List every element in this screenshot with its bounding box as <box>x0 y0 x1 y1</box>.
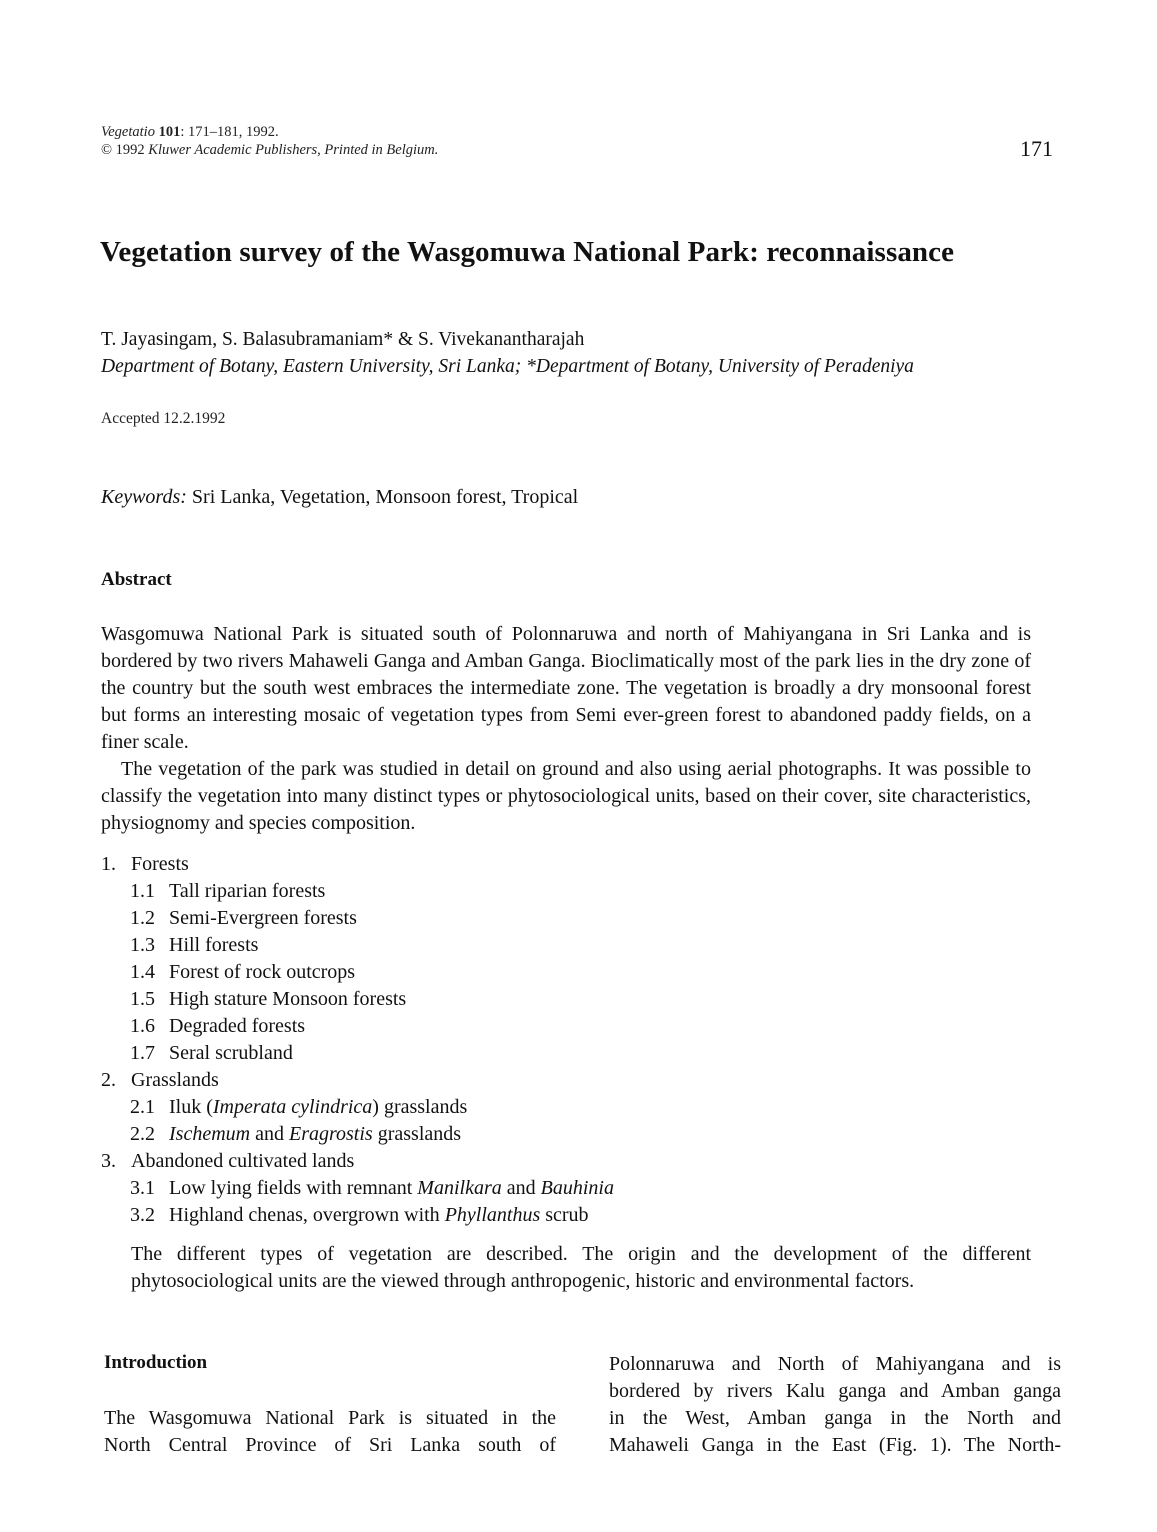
list-number: 1.5 <box>130 988 155 1010</box>
list-label: Semi-Evergreen forests <box>169 907 357 929</box>
list-label: ) grasslands <box>372 1096 468 1118</box>
list-label: grasslands <box>372 1123 462 1145</box>
list-item <box>101 959 614 986</box>
citation-line-1 <box>101 123 438 141</box>
abstract-conclusion: The different types of vegetation are described. The origin and the development of the different phytosociological units are the viewed through anthropogenic, historic and environmental factors. <box>131 1243 1031 1292</box>
list-number: 1.7 <box>130 1042 155 1064</box>
text-line: bordered by rivers Kalu ganga and Amban ganga <box>609 1380 1061 1402</box>
list-label: Seral scrubland <box>169 1042 293 1064</box>
list-label: Abandoned cultivated lands <box>131 1150 355 1172</box>
abstract-paragraph-2 <box>101 756 1031 837</box>
list-item <box>101 986 614 1013</box>
vegetation-list <box>101 851 614 1229</box>
introduction-right-column <box>609 1351 1061 1459</box>
text-line: Mahaweli Ganga in the East (Fig. 1). The North- <box>609 1434 1061 1456</box>
list-number: 2.2 <box>130 1123 155 1145</box>
list-number: 2.1 <box>130 1096 155 1118</box>
keywords <box>101 486 578 509</box>
publisher: Kluwer Academic Publishers, Printed in Belgium. <box>148 142 439 158</box>
text-line: The Wasgomuwa National Park is situated in the <box>104 1407 556 1429</box>
journal-volume: 101 <box>158 124 181 140</box>
paper-title: Vegetation survey of the Wasgomuwa National Park: reconnaissance <box>100 236 955 268</box>
copyright: © 1992 <box>101 142 145 158</box>
list-number: 1. <box>101 853 116 875</box>
list-item <box>101 932 614 959</box>
list-number: 2. <box>101 1069 116 1091</box>
list-item <box>101 851 614 878</box>
affiliation: Department of Botany, Eastern University, Sri Lanka; *Department of Botany, University of Peradeniya <box>101 356 914 377</box>
text-line: Polonnaruwa and North of Mahiyangana and is <box>609 1353 1061 1375</box>
text-line: North Central Province of Sri Lanka south of <box>104 1434 556 1456</box>
list-label: Low lying fields with remnant <box>169 1177 418 1199</box>
list-label: Iluk ( <box>169 1096 213 1118</box>
list-label: Forests <box>131 853 189 875</box>
list-item <box>101 1094 614 1121</box>
list-item <box>101 1121 614 1148</box>
list-label: and <box>250 1123 289 1145</box>
abstract-paragraph-1 <box>101 621 1031 756</box>
list-item <box>101 1202 614 1229</box>
list-item <box>101 905 614 932</box>
list-number: 1.6 <box>130 1015 155 1037</box>
abstract-text-2: The vegetation of the park was studied in detail on ground and also using aerial photographs. It was possible to classify the vegetation into many distinct types or phytosociological units, based on their cover, site characteristics, physiognomy and species composition. <box>101 758 1031 834</box>
citation-line-2 <box>101 141 438 159</box>
list-number: 3. <box>101 1150 116 1172</box>
species-name: Imperata cylindrica <box>212 1096 373 1118</box>
journal-pages: : 171–181, 1992. <box>180 124 279 140</box>
list-item <box>101 878 614 905</box>
keywords-label: Keywords: <box>101 486 187 508</box>
list-label: Highland chenas, overgrown with <box>169 1204 445 1226</box>
list-number: 1.2 <box>130 907 155 929</box>
species-name: Bauhinia <box>540 1177 614 1199</box>
list-label: Grasslands <box>131 1069 219 1091</box>
list-label: and <box>501 1177 541 1199</box>
accepted-date: Accepted 12.2.1992 <box>101 410 226 427</box>
introduction-heading: Introduction <box>104 1352 208 1373</box>
species-name: Eragrostis <box>288 1123 373 1145</box>
introduction-left-column <box>104 1405 556 1459</box>
list-number: 1.3 <box>130 934 155 956</box>
list-item <box>101 1148 614 1175</box>
journal-citation <box>101 123 438 159</box>
species-name: Phyllanthus <box>444 1204 541 1226</box>
list-label: Hill forests <box>169 934 259 956</box>
list-number: 1.4 <box>130 961 155 983</box>
list-number: 3.1 <box>130 1177 155 1199</box>
list-label: Tall riparian forests <box>169 880 326 902</box>
authors: T. Jayasingam, S. Balasubramaniam* & S. Vivekanantharajah <box>101 329 585 350</box>
list-item <box>101 1040 614 1067</box>
journal-name: Vegetatio <box>101 124 155 140</box>
list-item <box>101 1013 614 1040</box>
list-label: Degraded forests <box>169 1015 306 1037</box>
abstract-heading: Abstract <box>101 569 172 590</box>
list-item <box>101 1067 614 1094</box>
keywords-value: Sri Lanka, Vegetation, Monsoon forest, Tropical <box>186 486 579 508</box>
list-number: 3.2 <box>130 1204 155 1226</box>
abstract-text-1: Wasgomuwa National Park is situated south of Polonnaruwa and north of Mahiyangana in Sri Lanka and is bordered by two rivers Mahaweli Ganga and Amban Ganga. Bioclimatically most of the park lies in the dry zone of the country but the south west embraces the intermediate zone. The vegetation is broadly a dry monsoonal forest but forms an interesting mosaic of vegetation types from Semi ever-green forest to abandoned paddy fields, on a finer scale. <box>101 623 1031 753</box>
list-label: Forest of rock outcrops <box>169 961 356 983</box>
page-number: 171 <box>1020 136 1053 161</box>
list-label: scrub <box>540 1204 589 1226</box>
list-number: 1.1 <box>130 880 155 902</box>
text-line: in the West, Amban ganga in the North and <box>609 1407 1061 1429</box>
species-name: Manilkara <box>417 1177 502 1199</box>
list-item <box>101 1175 614 1202</box>
species-name: Ischemum <box>169 1123 251 1145</box>
list-label: High stature Monsoon forests <box>169 988 407 1010</box>
